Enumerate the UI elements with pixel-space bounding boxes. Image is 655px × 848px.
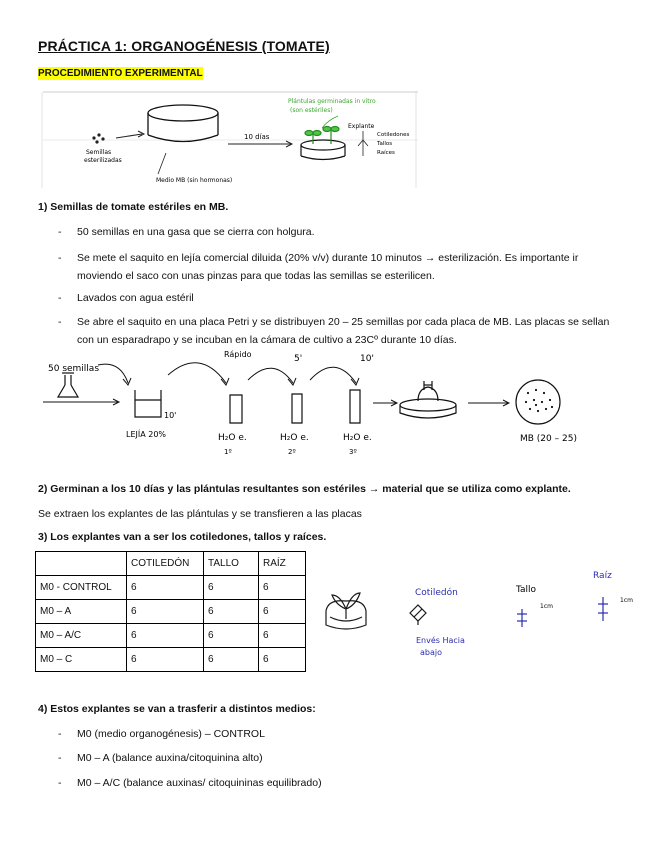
table-cell: 6 xyxy=(259,576,306,600)
table-cell: M0 – A xyxy=(36,600,127,624)
tallo-size: 1cm xyxy=(540,603,553,610)
tallo-label: Tallo xyxy=(516,585,537,595)
water-wash-1: H₂O e. xyxy=(218,433,247,443)
table-header-cell: RAÍZ xyxy=(259,552,306,576)
table-row xyxy=(36,648,306,672)
raiz-size: 1cm xyxy=(620,597,633,604)
enves-label: Envés Hacia xyxy=(416,636,465,645)
water-wash-2: H₂O e. xyxy=(280,433,309,443)
plantlets-label: Plántulas germinadas in vitro xyxy=(288,98,376,105)
table-cell: 6 xyxy=(204,624,259,648)
mb-plate-seeds xyxy=(525,389,553,412)
table-cell: 6 xyxy=(127,624,204,648)
table-cell: 6 xyxy=(127,576,204,600)
plate-with-plantlet-icon xyxy=(326,593,366,629)
explant-item-tallos: Tallos xyxy=(377,141,393,147)
section-2-text: Se extraen los explantes de las plántulas y se transfieren a las placas xyxy=(38,508,362,520)
wash-tube-3 xyxy=(350,390,360,423)
seed-flask-icon xyxy=(58,373,78,397)
table-header-cell: COTILEDÓN xyxy=(127,552,204,576)
section-1-bullet: - 50 semillas en una gasa que se cierra con holgura. xyxy=(60,223,615,241)
section-1-bullet: - Se mete el saquito en lejía comercial diluida (20% v/v) durante 10 minutos → esterilización. Es importante ir moviendo el saco con unas pinzas para que todas las semillas se esterilicen. xyxy=(60,249,615,285)
explant-sketches xyxy=(318,565,648,670)
seeds-count-label: 50 semillas xyxy=(48,364,100,374)
water-wash-3-order: 3º xyxy=(349,448,357,456)
plantlets-label-2: (son estériles) xyxy=(290,107,333,114)
water-wash-1-order: 1º xyxy=(224,448,232,456)
table-cell: M0 - CONTROL xyxy=(36,576,127,600)
wash-time-5: 5' xyxy=(294,354,303,364)
explant-table xyxy=(35,551,306,672)
table-header-cell xyxy=(36,552,127,576)
document-title: PRÁCTICA 1: ORGANOGÉNESIS (TOMATE) xyxy=(38,38,330,54)
sterilization-protocol-sketch xyxy=(38,345,623,465)
section-4-bullet: - M0 – A (balance auxina/citoquinina alto) xyxy=(60,749,615,767)
seed-dot xyxy=(101,137,104,140)
section-4-heading: 4) Estos explantes se van a trasferir a distintos medios: xyxy=(38,703,316,715)
wash-tube-2 xyxy=(292,394,302,423)
bleach-beaker-icon xyxy=(135,390,161,417)
table-cell: 6 xyxy=(204,648,259,672)
seed-dot xyxy=(97,133,100,136)
wash-time-10: 10' xyxy=(360,354,374,364)
table-cell: 6 xyxy=(204,576,259,600)
explant-item-raices: Raíces xyxy=(377,150,395,156)
cotiledon-label: Cotiledón xyxy=(415,588,458,598)
experimental-procedure-sketch xyxy=(38,88,423,190)
table-row xyxy=(36,624,306,648)
table-cell: 6 xyxy=(259,600,306,624)
section-4-bullet: - M0 (medio organogénesis) – CONTROL xyxy=(60,725,615,743)
table-cell: 6 xyxy=(127,600,204,624)
raiz-label: Raíz xyxy=(593,571,612,581)
section-subtitle-highlighted: PROCEDIMIENTO EXPERIMENTAL xyxy=(38,68,203,79)
table-cell: 6 xyxy=(259,648,306,672)
water-wash-3: H₂O e. xyxy=(343,433,372,443)
mb-label: MB (20 – 25) xyxy=(520,434,577,444)
table-row xyxy=(36,600,306,624)
table-cell: 6 xyxy=(204,600,259,624)
section-3-heading: 3) Los explantes van a ser los cotiledones, tallos y raíces. xyxy=(38,531,327,543)
bleach-label: LEJÍA 20% xyxy=(126,430,167,439)
table-header-row xyxy=(36,552,306,576)
table-cell: 6 xyxy=(127,648,204,672)
table-row xyxy=(36,576,306,600)
section-2-heading: 2) Germinan a los 10 días y las plántulas resultantes son estériles → material que se utiliza como explante. xyxy=(38,483,571,495)
medium-label: Medio MB (sin hormonas) xyxy=(156,177,233,184)
enves-label-2: abajo xyxy=(420,648,442,657)
water-wash-2-order: 2º xyxy=(288,448,296,456)
section-1-bullet: - Se abre el saquito en una placa Petri y se distribuyen 20 – 25 semillas por cada placa de MB. Las placas se sellan con un esparadrapo y se incuban en la cámara de cultivo a 23Cº durante 10 días. xyxy=(60,313,615,349)
explant-item-cotiledones: Cotiledones xyxy=(377,132,410,138)
bleach-time: 10' xyxy=(164,411,177,420)
section-1-bullet: - Lavados con agua estéril xyxy=(60,289,615,307)
section-4-bullet: - M0 – A/C (balance auxinas/ citoquininas equilibrado) xyxy=(60,774,615,792)
seeds-label-2: esterilizadas xyxy=(84,157,122,164)
raiz-segment-icon xyxy=(598,597,608,621)
rapido-label: Rápido xyxy=(224,350,252,359)
mb-plate-icon xyxy=(516,380,560,424)
table-header-cell: TALLO xyxy=(204,552,259,576)
sealed-petri-dish-icon xyxy=(400,381,456,418)
cotiledon-sketch-icon xyxy=(410,605,426,625)
explant-label: Explante xyxy=(348,123,375,130)
wash-tube-1 xyxy=(230,395,242,423)
table-cell: M0 – C xyxy=(36,648,127,672)
seeds-label: Semillas xyxy=(86,149,112,156)
seed-dot xyxy=(92,136,95,139)
table-cell: 6 xyxy=(259,624,306,648)
tallo-segment-icon xyxy=(517,609,527,627)
section-1-heading: 1) Semillas de tomate estériles en MB. xyxy=(38,201,229,213)
days-label: 10 días xyxy=(244,133,270,141)
table-cell: M0 – A/C xyxy=(36,624,127,648)
seed-dot xyxy=(95,140,98,143)
